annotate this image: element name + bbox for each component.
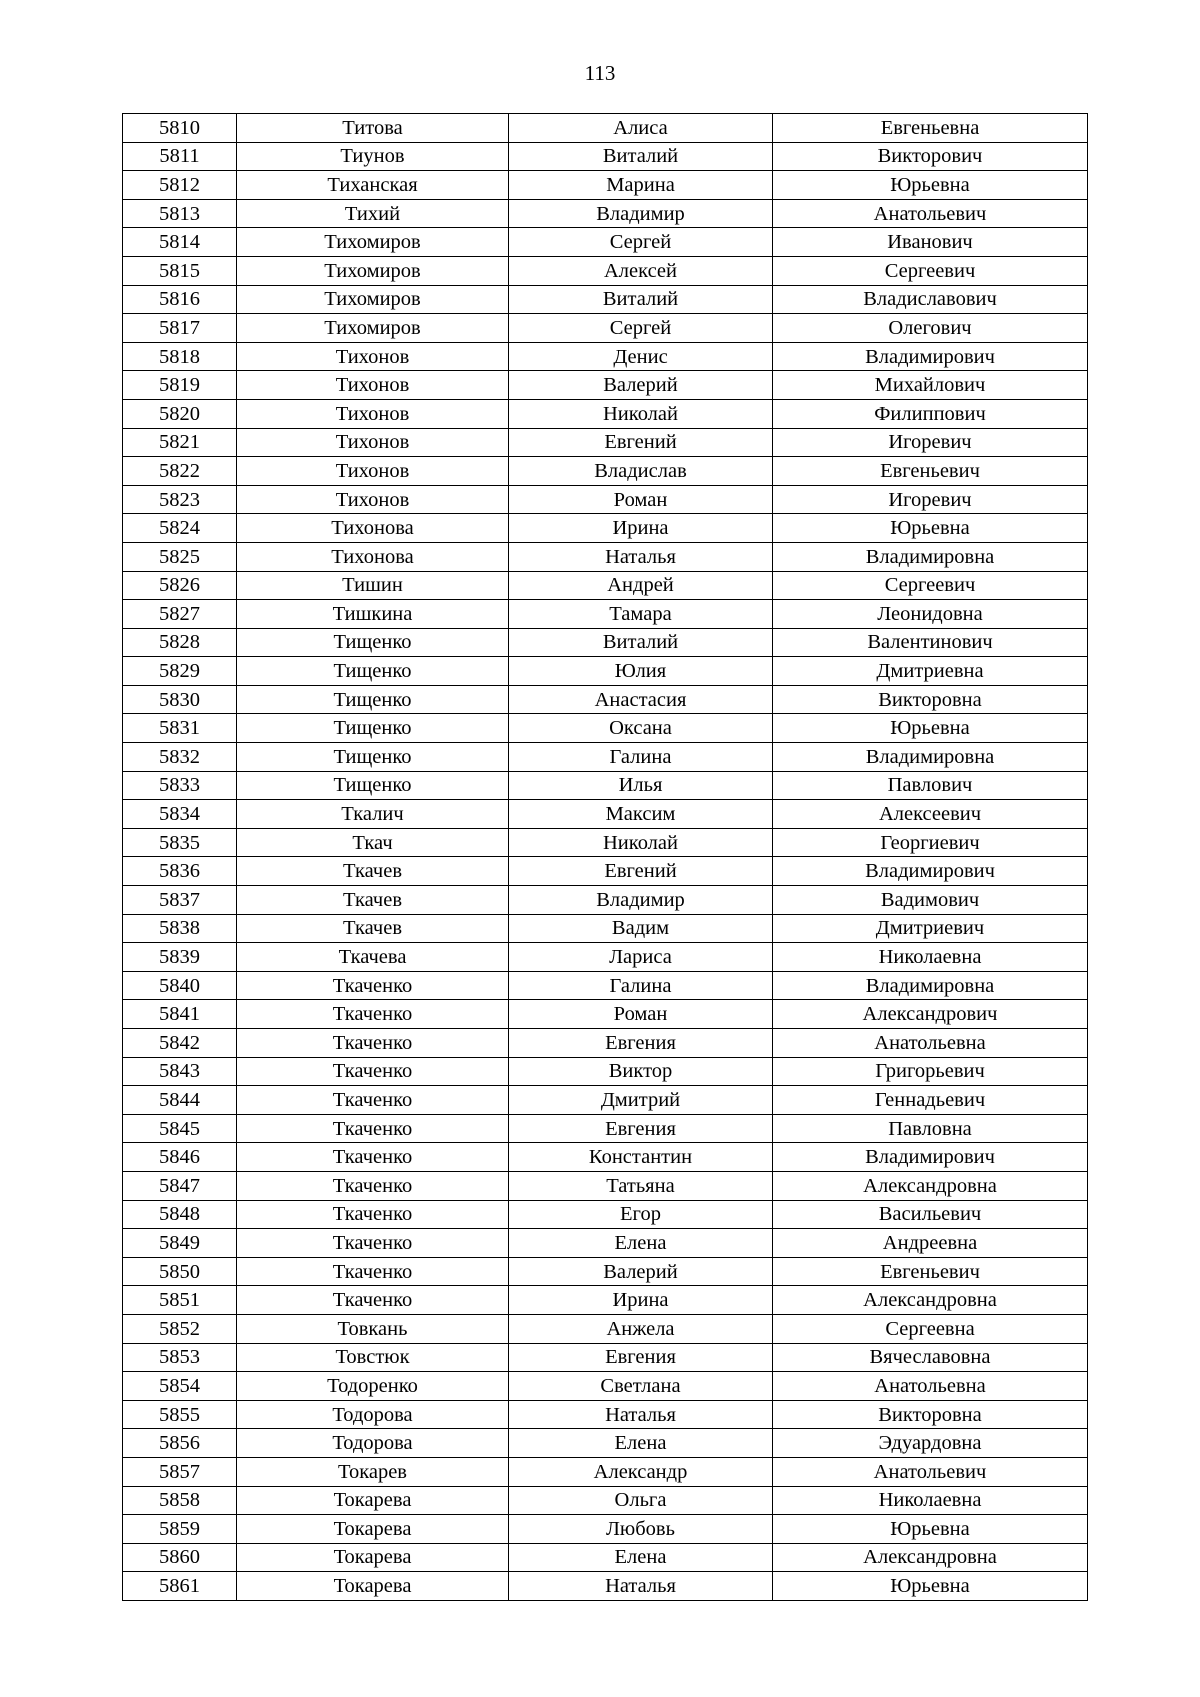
table-row: [123, 714, 1088, 743]
row-number-cell: 5839: [123, 943, 237, 972]
row-number-cell: 5830: [123, 685, 237, 714]
first-name-cell: Ирина: [509, 1286, 773, 1315]
first-name-cell: Дмитрий: [509, 1086, 773, 1115]
last-name-cell: Тиханская: [237, 171, 509, 200]
first-name-cell: Елена: [509, 1429, 773, 1458]
row-number-cell: 5861: [123, 1572, 237, 1601]
last-name-cell: Ткаченко: [237, 1086, 509, 1115]
last-name-cell: Ткаченко: [237, 1286, 509, 1315]
patronymic-cell: Николаевна: [773, 943, 1088, 972]
table-row: [123, 657, 1088, 686]
first-name-cell: Ирина: [509, 514, 773, 543]
first-name-cell: Виталий: [509, 142, 773, 171]
patronymic-cell: Владимировна: [773, 542, 1088, 571]
table-row: [123, 1171, 1088, 1200]
last-name-cell: Тищенко: [237, 743, 509, 772]
table-row: [123, 1086, 1088, 1115]
row-number-cell: 5825: [123, 542, 237, 571]
first-name-cell: Владимир: [509, 886, 773, 915]
last-name-cell: Тищенко: [237, 714, 509, 743]
last-name-cell: Тихомиров: [237, 314, 509, 343]
row-number-cell: 5826: [123, 571, 237, 600]
row-number-cell: 5860: [123, 1543, 237, 1572]
patronymic-cell: Андреевна: [773, 1229, 1088, 1258]
row-number-cell: 5834: [123, 800, 237, 829]
first-name-cell: Светлана: [509, 1372, 773, 1401]
first-name-cell: Юлия: [509, 657, 773, 686]
last-name-cell: Токарев: [237, 1457, 509, 1486]
table-row: [123, 1515, 1088, 1544]
row-number-cell: 5837: [123, 886, 237, 915]
table-row: [123, 142, 1088, 171]
row-number-cell: 5847: [123, 1171, 237, 1200]
row-number-cell: 5823: [123, 485, 237, 514]
first-name-cell: Сергей: [509, 314, 773, 343]
first-name-cell: Галина: [509, 743, 773, 772]
patronymic-cell: Анатольевич: [773, 1457, 1088, 1486]
patronymic-cell: Сергеевич: [773, 571, 1088, 600]
last-name-cell: Титова: [237, 114, 509, 143]
last-name-cell: Тихонова: [237, 514, 509, 543]
last-name-cell: Тишин: [237, 571, 509, 600]
last-name-cell: Тихонов: [237, 342, 509, 371]
patronymic-cell: Филиппович: [773, 399, 1088, 428]
table-row: [123, 743, 1088, 772]
row-number-cell: 5854: [123, 1372, 237, 1401]
patronymic-cell: Владимировна: [773, 743, 1088, 772]
table-row: [123, 971, 1088, 1000]
first-name-cell: Елена: [509, 1229, 773, 1258]
row-number-cell: 5858: [123, 1486, 237, 1515]
row-number-cell: 5848: [123, 1200, 237, 1229]
last-name-cell: Тихонов: [237, 371, 509, 400]
last-name-cell: Тодорова: [237, 1400, 509, 1429]
first-name-cell: Алексей: [509, 256, 773, 285]
patronymic-cell: Анатольевич: [773, 199, 1088, 228]
page-number: 113: [584, 61, 616, 85]
first-name-cell: Ольга: [509, 1486, 773, 1515]
first-name-cell: Оксана: [509, 714, 773, 743]
patronymic-cell: Григорьевич: [773, 1057, 1088, 1086]
first-name-cell: Валерий: [509, 1257, 773, 1286]
row-number-cell: 5814: [123, 228, 237, 257]
first-name-cell: Тамара: [509, 600, 773, 629]
patronymic-cell: Павловна: [773, 1114, 1088, 1143]
row-number-cell: 5844: [123, 1086, 237, 1115]
patronymic-cell: Владиславович: [773, 285, 1088, 314]
first-name-cell: Виктор: [509, 1057, 773, 1086]
table-row: [123, 399, 1088, 428]
table-row: [123, 514, 1088, 543]
table-row: [123, 457, 1088, 486]
first-name-cell: Николай: [509, 399, 773, 428]
row-number-cell: 5859: [123, 1515, 237, 1544]
row-number-cell: 5835: [123, 828, 237, 857]
last-name-cell: Ткаченко: [237, 1143, 509, 1172]
first-name-cell: Александр: [509, 1457, 773, 1486]
table-row: [123, 1057, 1088, 1086]
first-name-cell: Евгения: [509, 1343, 773, 1372]
first-name-cell: Роман: [509, 1000, 773, 1029]
first-name-cell: Вадим: [509, 914, 773, 943]
patronymic-cell: Александрович: [773, 1000, 1088, 1029]
roster-table: [122, 113, 1088, 1601]
last-name-cell: Тихомиров: [237, 285, 509, 314]
row-number-cell: 5838: [123, 914, 237, 943]
row-number-cell: 5853: [123, 1343, 237, 1372]
last-name-cell: Токарева: [237, 1515, 509, 1544]
table-row: [123, 1343, 1088, 1372]
first-name-cell: Сергей: [509, 228, 773, 257]
table-row: [123, 1229, 1088, 1258]
patronymic-cell: Георгиевич: [773, 828, 1088, 857]
table-row: [123, 1257, 1088, 1286]
patronymic-cell: Вячеславовна: [773, 1343, 1088, 1372]
table-row: [123, 171, 1088, 200]
patronymic-cell: Владимировна: [773, 971, 1088, 1000]
row-number-cell: 5818: [123, 342, 237, 371]
row-number-cell: 5824: [123, 514, 237, 543]
last-name-cell: Тищенко: [237, 771, 509, 800]
row-number-cell: 5816: [123, 285, 237, 314]
row-number-cell: 5832: [123, 743, 237, 772]
row-number-cell: 5843: [123, 1057, 237, 1086]
last-name-cell: Ткаченко: [237, 1229, 509, 1258]
first-name-cell: Лариса: [509, 943, 773, 972]
patronymic-cell: Евгеньевич: [773, 457, 1088, 486]
first-name-cell: Евгений: [509, 857, 773, 886]
table-row: [123, 256, 1088, 285]
patronymic-cell: Сергеевна: [773, 1314, 1088, 1343]
roster-table-body: [123, 114, 1088, 1601]
last-name-cell: Ткаченко: [237, 1029, 509, 1058]
first-name-cell: Анастасия: [509, 685, 773, 714]
last-name-cell: Ткачев: [237, 857, 509, 886]
patronymic-cell: Олегович: [773, 314, 1088, 343]
patronymic-cell: Леонидовна: [773, 600, 1088, 629]
table-row: [123, 1372, 1088, 1401]
first-name-cell: Владислав: [509, 457, 773, 486]
table-row: [123, 114, 1088, 143]
row-number-cell: 5852: [123, 1314, 237, 1343]
patronymic-cell: Владимирович: [773, 1143, 1088, 1172]
patronymic-cell: Михайлович: [773, 371, 1088, 400]
row-number-cell: 5828: [123, 628, 237, 657]
first-name-cell: Валерий: [509, 371, 773, 400]
row-number-cell: 5822: [123, 457, 237, 486]
row-number-cell: 5811: [123, 142, 237, 171]
patronymic-cell: Юрьевна: [773, 514, 1088, 543]
row-number-cell: 5845: [123, 1114, 237, 1143]
patronymic-cell: Анатольевна: [773, 1029, 1088, 1058]
table-row: [123, 1114, 1088, 1143]
row-number-cell: 5821: [123, 428, 237, 457]
table-row: [123, 285, 1088, 314]
table-row: [123, 371, 1088, 400]
row-number-cell: 5842: [123, 1029, 237, 1058]
table-row: [123, 1286, 1088, 1315]
row-number-cell: 5815: [123, 256, 237, 285]
first-name-cell: Илья: [509, 771, 773, 800]
first-name-cell: Наталья: [509, 1400, 773, 1429]
table-row: [123, 828, 1088, 857]
first-name-cell: Татьяна: [509, 1171, 773, 1200]
table-row: [123, 199, 1088, 228]
patronymic-cell: Владимирович: [773, 342, 1088, 371]
last-name-cell: Ткаченко: [237, 1200, 509, 1229]
last-name-cell: Ткаченко: [237, 1000, 509, 1029]
patronymic-cell: Павлович: [773, 771, 1088, 800]
patronymic-cell: Дмитриевна: [773, 657, 1088, 686]
row-number-cell: 5855: [123, 1400, 237, 1429]
patronymic-cell: Юрьевна: [773, 1515, 1088, 1544]
table-row: [123, 600, 1088, 629]
table-row: [123, 1457, 1088, 1486]
row-number-cell: 5817: [123, 314, 237, 343]
first-name-cell: Николай: [509, 828, 773, 857]
table-row: [123, 1029, 1088, 1058]
first-name-cell: Наталья: [509, 542, 773, 571]
table-row: [123, 943, 1088, 972]
first-name-cell: Любовь: [509, 1515, 773, 1544]
table-row: [123, 1543, 1088, 1572]
row-number-cell: 5836: [123, 857, 237, 886]
first-name-cell: Константин: [509, 1143, 773, 1172]
patronymic-cell: Васильевич: [773, 1200, 1088, 1229]
table-row: [123, 228, 1088, 257]
table-row: [123, 914, 1088, 943]
row-number-cell: 5857: [123, 1457, 237, 1486]
row-number-cell: 5833: [123, 771, 237, 800]
last-name-cell: Товкань: [237, 1314, 509, 1343]
table-row: [123, 800, 1088, 829]
first-name-cell: Виталий: [509, 628, 773, 657]
table-row: [123, 771, 1088, 800]
table-row: [123, 628, 1088, 657]
table-row: [123, 1314, 1088, 1343]
patronymic-cell: Викторовна: [773, 1400, 1088, 1429]
first-name-cell: Наталья: [509, 1572, 773, 1601]
patronymic-cell: Сергеевич: [773, 256, 1088, 285]
row-number-cell: 5850: [123, 1257, 237, 1286]
row-number-cell: 5856: [123, 1429, 237, 1458]
last-name-cell: Тихонов: [237, 428, 509, 457]
row-number-cell: 5840: [123, 971, 237, 1000]
last-name-cell: Тихонова: [237, 542, 509, 571]
last-name-cell: Тищенко: [237, 657, 509, 686]
patronymic-cell: Валентинович: [773, 628, 1088, 657]
table-row: [123, 314, 1088, 343]
last-name-cell: Тихонов: [237, 485, 509, 514]
row-number-cell: 5812: [123, 171, 237, 200]
first-name-cell: Алиса: [509, 114, 773, 143]
row-number-cell: 5831: [123, 714, 237, 743]
first-name-cell: Анжела: [509, 1314, 773, 1343]
first-name-cell: Денис: [509, 342, 773, 371]
patronymic-cell: Юрьевна: [773, 171, 1088, 200]
table-row: [123, 1143, 1088, 1172]
first-name-cell: Елена: [509, 1543, 773, 1572]
last-name-cell: Токарева: [237, 1543, 509, 1572]
table-row: [123, 542, 1088, 571]
last-name-cell: Тодоренко: [237, 1372, 509, 1401]
table-row: [123, 342, 1088, 371]
row-number-cell: 5851: [123, 1286, 237, 1315]
first-name-cell: Андрей: [509, 571, 773, 600]
patronymic-cell: Вадимович: [773, 886, 1088, 915]
last-name-cell: Тихонов: [237, 457, 509, 486]
last-name-cell: Тиунов: [237, 142, 509, 171]
first-name-cell: Евгений: [509, 428, 773, 457]
first-name-cell: Марина: [509, 171, 773, 200]
patronymic-cell: Анатольевна: [773, 1372, 1088, 1401]
first-name-cell: Виталий: [509, 285, 773, 314]
patronymic-cell: Эдуардовна: [773, 1429, 1088, 1458]
last-name-cell: Ткаченко: [237, 971, 509, 1000]
patronymic-cell: Викторович: [773, 142, 1088, 171]
last-name-cell: Ткалич: [237, 800, 509, 829]
first-name-cell: Роман: [509, 485, 773, 514]
table-row: [123, 428, 1088, 457]
patronymic-cell: Александровна: [773, 1286, 1088, 1315]
row-number-cell: 5820: [123, 399, 237, 428]
row-number-cell: 5827: [123, 600, 237, 629]
table-row: [123, 1429, 1088, 1458]
table-row: [123, 857, 1088, 886]
row-number-cell: 5813: [123, 199, 237, 228]
patronymic-cell: Владимирович: [773, 857, 1088, 886]
last-name-cell: Тихомиров: [237, 256, 509, 285]
last-name-cell: Тишкина: [237, 600, 509, 629]
patronymic-cell: Геннадьевич: [773, 1086, 1088, 1115]
table-row: [123, 886, 1088, 915]
last-name-cell: Ткаченко: [237, 1171, 509, 1200]
table-row: [123, 1000, 1088, 1029]
row-number-cell: 5846: [123, 1143, 237, 1172]
first-name-cell: Максим: [509, 800, 773, 829]
table-row: [123, 571, 1088, 600]
last-name-cell: Ткаченко: [237, 1257, 509, 1286]
patronymic-cell: Евгеньевна: [773, 114, 1088, 143]
last-name-cell: Ткач: [237, 828, 509, 857]
last-name-cell: Ткаченко: [237, 1057, 509, 1086]
patronymic-cell: Иванович: [773, 228, 1088, 257]
first-name-cell: Галина: [509, 971, 773, 1000]
patronymic-cell: Игоревич: [773, 485, 1088, 514]
last-name-cell: Тищенко: [237, 685, 509, 714]
patronymic-cell: Игоревич: [773, 428, 1088, 457]
row-number-cell: 5841: [123, 1000, 237, 1029]
patronymic-cell: Евгеньевич: [773, 1257, 1088, 1286]
last-name-cell: Ткаченко: [237, 1114, 509, 1143]
table-row: [123, 1200, 1088, 1229]
table-row: [123, 1400, 1088, 1429]
last-name-cell: Тодорова: [237, 1429, 509, 1458]
last-name-cell: Тихомиров: [237, 228, 509, 257]
last-name-cell: Токарева: [237, 1572, 509, 1601]
last-name-cell: Ткачева: [237, 943, 509, 972]
first-name-cell: Евгения: [509, 1029, 773, 1058]
first-name-cell: Владимир: [509, 199, 773, 228]
last-name-cell: Ткачев: [237, 886, 509, 915]
row-number-cell: 5829: [123, 657, 237, 686]
patronymic-cell: Юрьевна: [773, 714, 1088, 743]
first-name-cell: Егор: [509, 1200, 773, 1229]
patronymic-cell: Юрьевна: [773, 1572, 1088, 1601]
last-name-cell: Тихонов: [237, 399, 509, 428]
patronymic-cell: Викторовна: [773, 685, 1088, 714]
last-name-cell: Ткачев: [237, 914, 509, 943]
last-name-cell: Тищенко: [237, 628, 509, 657]
patronymic-cell: Александровна: [773, 1171, 1088, 1200]
last-name-cell: Товстюк: [237, 1343, 509, 1372]
patronymic-cell: Алексеевич: [773, 800, 1088, 829]
row-number-cell: 5810: [123, 114, 237, 143]
last-name-cell: Тихий: [237, 199, 509, 228]
first-name-cell: Евгения: [509, 1114, 773, 1143]
table-row: [123, 685, 1088, 714]
table-row: [123, 1486, 1088, 1515]
row-number-cell: 5819: [123, 371, 237, 400]
row-number-cell: 5849: [123, 1229, 237, 1258]
patronymic-cell: Николаевна: [773, 1486, 1088, 1515]
patronymic-cell: Дмитриевич: [773, 914, 1088, 943]
last-name-cell: Токарева: [237, 1486, 509, 1515]
table-row: [123, 1572, 1088, 1601]
patronymic-cell: Александровна: [773, 1543, 1088, 1572]
table-row: [123, 485, 1088, 514]
